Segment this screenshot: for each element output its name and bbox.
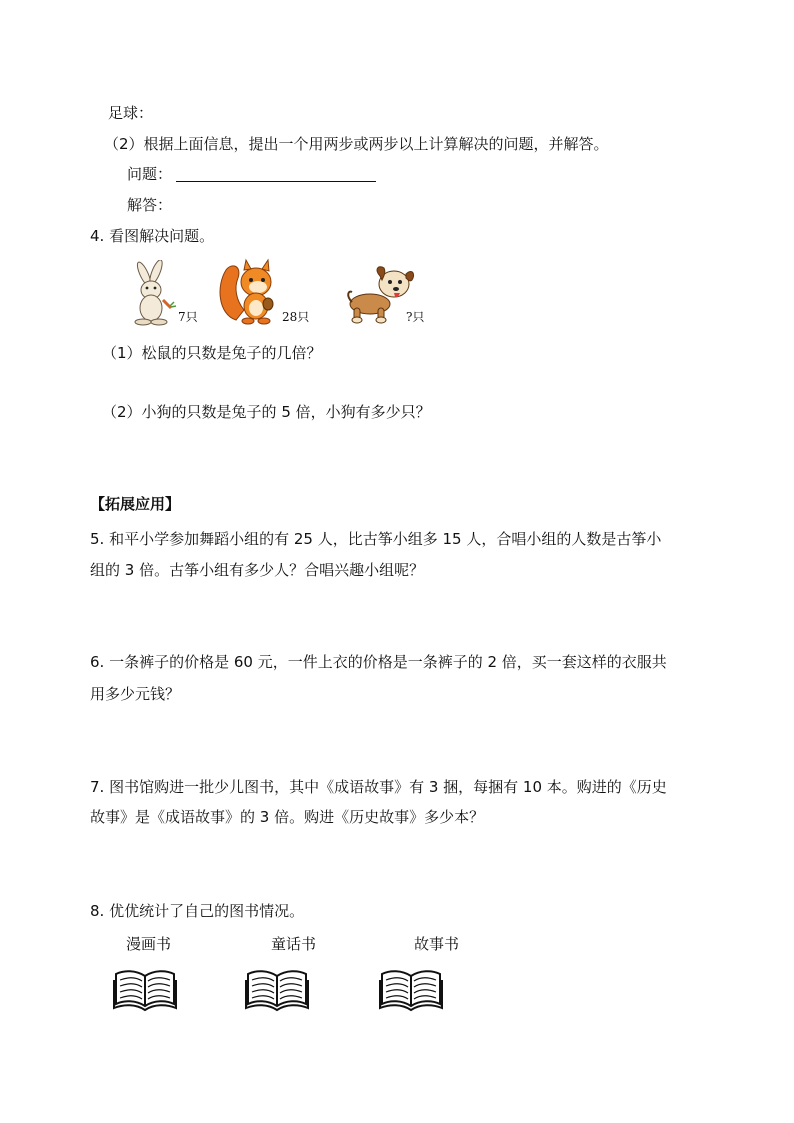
q3-question-blank-line[interactable] xyxy=(176,180,376,182)
q6-line1: 6. 一条裤子的价格是 60 元，一件上衣的价格是一条裤子的 2 倍，买一套这样的衣服共 xyxy=(90,653,667,671)
open-book-icon xyxy=(112,966,178,1012)
book-label-story: 故事书 xyxy=(414,935,460,953)
rabbit-icon xyxy=(125,260,181,326)
q6-line2: 用多少元钱？ xyxy=(90,685,181,703)
q3-part1-answer-label: 足球： xyxy=(108,104,154,122)
book-label-fairytale: 童话书 xyxy=(271,935,317,953)
rabbit-count: 7只 xyxy=(178,310,198,324)
squirrel-count: 28只 xyxy=(282,310,310,324)
open-book-icon xyxy=(244,966,310,1012)
squirrel-icon xyxy=(218,256,284,326)
q7-line2: 故事》是《成语故事》的 3 倍。购进《历史故事》多少本？ xyxy=(90,808,485,826)
q5-line2: 组的 3 倍。古筝小组有多少人？合唱兴趣小组呢？ xyxy=(90,561,425,579)
open-book-icon xyxy=(378,966,444,1012)
q8-title: 8. 优优统计了自己的图书情况。 xyxy=(90,902,305,920)
q4-part2-text: （2）小狗的只数是兔子的 5 倍，小狗有多少只？ xyxy=(102,403,431,421)
book-label-comic: 漫画书 xyxy=(126,935,172,953)
q7-line1: 7. 图书馆购进一批少儿图书，其中《成语故事》有 3 捆，每捆有 10 本。购进的《历史 xyxy=(90,778,667,796)
q3-part2-text: （2）根据上面信息，提出一个用两步或两步以上计算解决的问题，并解答。 xyxy=(104,135,609,153)
q4-part1-text: （1）松鼠的只数是兔子的几倍？ xyxy=(102,344,322,362)
q3-question-label: 问题： xyxy=(127,165,173,183)
q4-title: 4. 看图解决问题。 xyxy=(90,227,215,245)
q5-line1: 5. 和平小学参加舞蹈小组的有 25 人，比古筝小组多 15 人，合唱小组的人数是古筝小 xyxy=(90,530,662,548)
section-title: 【拓展应用】 xyxy=(90,495,181,513)
q3-answer-label: 解答： xyxy=(127,196,173,214)
dog-count: ?只 xyxy=(406,310,425,324)
